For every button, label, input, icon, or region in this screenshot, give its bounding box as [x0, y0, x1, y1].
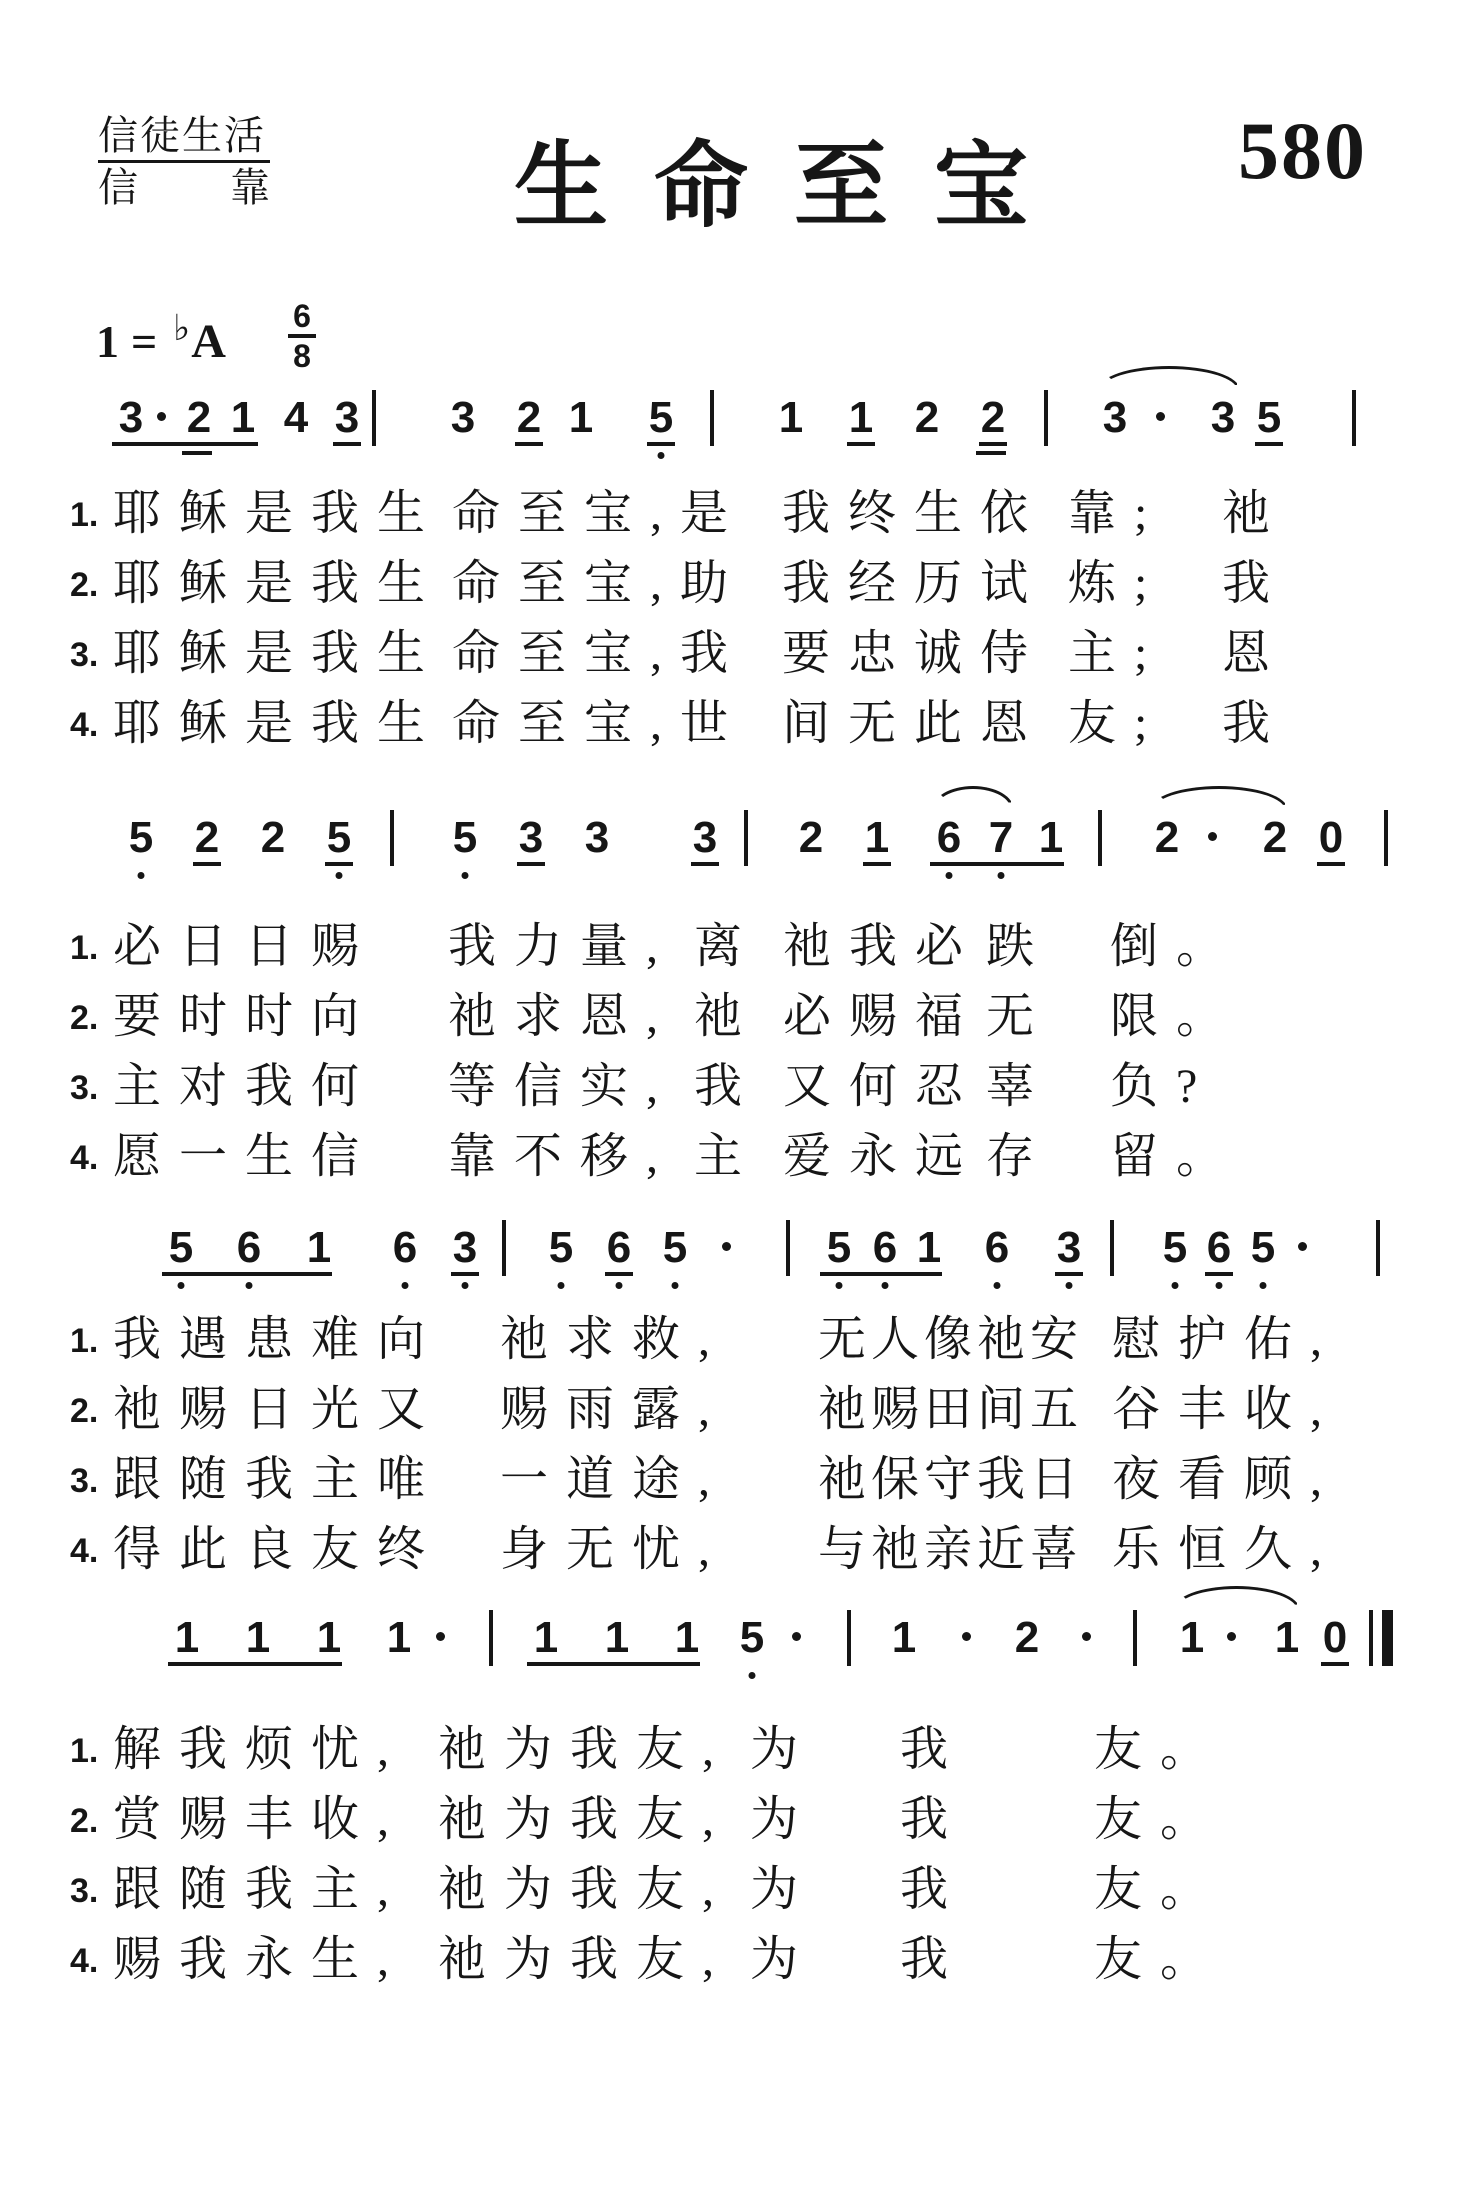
page-title: 生命至宝 — [514, 133, 1075, 238]
verse-number: 2. — [70, 566, 99, 604]
note-underline — [451, 1272, 479, 1276]
note-digit: 2 — [1154, 813, 1180, 862]
note-digit: 6 — [983, 1226, 1011, 1270]
lyric-segment: 无 — [986, 990, 1053, 1043]
lyric-segment: 我 — [694, 1060, 761, 1113]
lyric-segment: 愿一生信 — [113, 1130, 378, 1183]
lyric-segment: 一道途, — [500, 1453, 729, 1506]
lyric-segment: 负? — [1110, 1060, 1216, 1113]
category-label — [98, 114, 270, 209]
lyric-segment: 必赐福 — [783, 990, 982, 1043]
note-beam — [162, 1272, 332, 1276]
note-underline — [193, 862, 221, 866]
verse-number: 3. — [70, 636, 99, 674]
note-underline — [691, 862, 719, 866]
lyric-segment: 要时时向 — [113, 990, 378, 1043]
lyric-segment: 解我烦忧, — [113, 1723, 408, 1776]
final-barline-thick — [1382, 1610, 1393, 1666]
low-octave-dot — [462, 872, 469, 879]
augmentation-dot — [962, 1632, 971, 1641]
lyric-segment: 存 — [986, 1130, 1053, 1183]
lyric-segment: 祂 — [694, 990, 761, 1043]
note-digit: 2 — [260, 813, 286, 862]
low-octave-dot — [1216, 1282, 1223, 1289]
note-digit: 1 — [230, 393, 256, 442]
note-digit: 1 — [316, 1613, 342, 1662]
lyric-segment: 为 — [750, 1863, 817, 1916]
time-signature — [288, 300, 316, 372]
low-octave-dot — [994, 1282, 1001, 1289]
lyric-segment: 夜看顾, — [1112, 1453, 1341, 1506]
lyric-segment: 跟随我主, — [113, 1863, 408, 1916]
note-underline — [1255, 442, 1283, 446]
lyric-segment: 耶稣是我生 — [113, 487, 444, 540]
note-digit: 1 — [1179, 1613, 1205, 1662]
category-top-label: 信徒生活 — [98, 114, 270, 163]
note-digit: 6 — [605, 1226, 633, 1270]
augmentation-dot — [722, 1242, 731, 1251]
note-underline — [517, 862, 545, 866]
verse-number: 2. — [70, 999, 99, 1037]
lyric-segment: 爱永远 — [783, 1130, 982, 1183]
note-digit: 5 — [661, 1226, 689, 1270]
low-octave-dot — [672, 1282, 679, 1289]
lyric-segment: 赐我永生, — [113, 1933, 408, 1986]
verse-number: 3. — [70, 1872, 99, 1910]
lyric-segment: 赐雨露, — [500, 1383, 729, 1436]
note-beam — [976, 451, 1006, 455]
note-beam — [527, 1662, 700, 1666]
key-signature — [96, 308, 226, 369]
note-digit: 5 — [325, 816, 353, 860]
note-digit: 5 — [738, 1616, 766, 1660]
note-digit: 3 — [450, 393, 476, 442]
augmentation-dot — [1227, 1632, 1236, 1641]
lyric-segment: 间无此恩 — [782, 697, 1047, 750]
lyric-segment: 主对我何 — [113, 1060, 378, 1113]
lyric-segment: 祂保守我日 — [818, 1453, 1084, 1506]
low-octave-dot — [998, 872, 1005, 879]
augmentation-dot — [792, 1632, 801, 1641]
verse-number: 4. — [70, 1942, 99, 1980]
low-octave-dot — [749, 1672, 756, 1679]
note-digit: 6 — [871, 1226, 899, 1270]
lyric-segment: 主; — [1068, 627, 1166, 680]
lyric-segment: 得此良友终 — [113, 1523, 444, 1576]
augmentation-dot — [1298, 1242, 1307, 1251]
note-digit: 6 — [235, 1226, 263, 1270]
lyric-segment: 我 — [900, 1863, 967, 1916]
lyric-segment: 命至宝,我 — [452, 627, 747, 680]
barline — [502, 1220, 506, 1276]
note-digit: 7 — [987, 816, 1015, 860]
note-digit: 1 — [245, 1613, 271, 1662]
augmentation-dot — [1208, 832, 1217, 841]
lyric-segment: 赏赐丰收, — [113, 1793, 408, 1846]
note-underline — [325, 862, 353, 866]
note-underline — [605, 1272, 633, 1276]
note-digit: 3 — [691, 816, 719, 860]
note-digit: 5 — [167, 1226, 195, 1270]
note-digit: 1 — [568, 393, 594, 442]
lyric-segment: 我 — [900, 1793, 967, 1846]
lyric-segment: 靠不移, — [448, 1130, 677, 1183]
slur-arc — [1150, 786, 1288, 810]
lyric-segment: 命至宝,助 — [452, 557, 747, 610]
lyric-segment: 身无忧, — [500, 1523, 729, 1576]
note-digit: 3 — [1102, 393, 1128, 442]
lyric-segment: 祂为我友, — [438, 1863, 733, 1916]
note-digit: 6 — [1205, 1226, 1233, 1270]
note-digit: 2 — [979, 396, 1007, 440]
lyric-segment: 炼; — [1068, 557, 1166, 610]
note-underline — [515, 442, 543, 446]
barline — [1133, 1610, 1137, 1666]
lyric-segment: 为 — [750, 1793, 817, 1846]
lyric-segment: 离 — [694, 920, 761, 973]
note-digit: 4 — [283, 393, 309, 442]
lyric-segment: 留。 — [1110, 1130, 1243, 1183]
low-octave-dot — [1260, 1282, 1267, 1289]
lyric-segment: 为 — [750, 1723, 817, 1776]
key-equals: = — [131, 316, 158, 367]
note-digit: 1 — [916, 1223, 942, 1272]
lyric-segment: 祂求救, — [500, 1313, 729, 1366]
lyric-segment: 耶稣是我生 — [113, 627, 444, 680]
lyric-segment: 为 — [750, 1933, 817, 1986]
lyric-segment: 友。 — [1094, 1793, 1227, 1846]
time-numerator: 6 — [293, 298, 311, 334]
lyric-segment: 靠; — [1068, 487, 1166, 540]
barline — [710, 390, 714, 446]
lyric-segment: 我 — [900, 1933, 967, 1986]
key-letter: A — [191, 315, 226, 368]
note-digit: 1 — [604, 1613, 630, 1662]
note-digit: 5 — [1249, 1226, 1277, 1270]
note-underline — [979, 442, 1007, 446]
note-digit: 3 — [584, 813, 610, 862]
barline — [744, 810, 748, 866]
note-digit: 2 — [1262, 813, 1288, 862]
category-bottom-right: 靠 — [230, 165, 270, 211]
note-digit: 5 — [127, 816, 155, 860]
note-beam — [182, 451, 212, 455]
slur-arc — [1173, 1586, 1300, 1610]
lyric-segment: 我 — [900, 1723, 967, 1776]
lyric-segment: 祂赐日光又 — [113, 1383, 444, 1436]
hymn-number: 580 — [1238, 105, 1367, 196]
note-digit: 5 — [451, 816, 479, 860]
lyric-segment: 友; — [1068, 697, 1166, 750]
category-bottom-label — [98, 166, 270, 209]
note-digit: 3 — [118, 393, 144, 442]
note-digit: 2 — [914, 393, 940, 442]
lyric-segment: 必日日赐 — [113, 920, 378, 973]
note-digit: 3 — [1055, 1226, 1083, 1270]
barline — [489, 1610, 493, 1666]
note-underline — [847, 442, 875, 446]
note-digit: 3 — [333, 396, 361, 440]
augmentation-dot — [157, 412, 166, 421]
low-octave-dot — [558, 1282, 565, 1289]
lyric-segment: 乐恒久, — [1112, 1523, 1341, 1576]
lyric-segment: 命至宝,世 — [452, 697, 747, 750]
lyric-segment: 耶稣是我生 — [113, 557, 444, 610]
lyric-segment: 跟随我主唯 — [113, 1453, 444, 1506]
lyric-segment: 跌 — [986, 920, 1053, 973]
lyric-segment: 命至宝,是 — [452, 487, 747, 540]
note-digit: 5 — [1161, 1226, 1189, 1270]
note-digit: 3 — [517, 816, 545, 860]
note-digit: 5 — [825, 1226, 853, 1270]
lyric-segment: 祂赐田间五 — [818, 1383, 1084, 1436]
barline — [1110, 1220, 1114, 1276]
lyric-segment: 我力量, — [448, 920, 677, 973]
augmentation-dot — [436, 1632, 445, 1641]
barline — [786, 1220, 790, 1276]
low-octave-dot — [1066, 1282, 1073, 1289]
low-octave-dot — [882, 1282, 889, 1289]
barline — [390, 810, 394, 866]
verse-number: 4. — [70, 1532, 99, 1570]
note-digit: 1 — [674, 1613, 700, 1662]
note-digit: 1 — [174, 1613, 200, 1662]
low-octave-dot — [1172, 1282, 1179, 1289]
verse-number: 1. — [70, 496, 99, 534]
lyric-segment: 要忠诚侍 — [782, 627, 1047, 680]
note-digit: 2 — [515, 396, 543, 440]
lyric-segment: 主 — [694, 1130, 761, 1183]
note-underline — [1317, 862, 1345, 866]
lyric-segment: 限。 — [1110, 990, 1243, 1043]
note-digit: 0 — [1317, 816, 1345, 860]
lyric-segment: 又何忍 — [783, 1060, 982, 1113]
lyric-segment: 我终生依 — [782, 487, 1047, 540]
augmentation-dot — [1082, 1632, 1091, 1641]
lyric-segment: 耶稣是我生 — [113, 697, 444, 750]
note-digit: 6 — [391, 1226, 419, 1270]
key-prefix: 1 — [96, 316, 119, 367]
lyric-segment: 与祂亲近喜 — [818, 1523, 1084, 1576]
verse-number: 1. — [70, 1732, 99, 1770]
lyric-segment: 友。 — [1094, 1723, 1227, 1776]
verse-number: 2. — [70, 1802, 99, 1840]
lyric-segment: 祂为我友, — [438, 1723, 733, 1776]
low-octave-dot — [462, 1282, 469, 1289]
note-digit: 1 — [386, 1613, 412, 1662]
note-digit: 1 — [1274, 1613, 1300, 1662]
low-octave-dot — [658, 452, 665, 459]
lyric-segment: 我 — [1222, 697, 1289, 750]
note-beam — [820, 1272, 942, 1276]
note-underline — [1205, 1272, 1233, 1276]
time-denominator: 8 — [293, 338, 311, 374]
category-bottom-left: 信 — [98, 165, 138, 211]
lyric-segment: 祂 — [1222, 487, 1289, 540]
barline — [847, 1610, 851, 1666]
lyric-segment: 我 — [1222, 557, 1289, 610]
slur-arc — [1098, 366, 1240, 390]
low-octave-dot — [178, 1282, 185, 1289]
low-octave-dot — [836, 1282, 843, 1289]
verse-number: 1. — [70, 1322, 99, 1360]
final-barline-thin — [1369, 1610, 1373, 1666]
barline — [372, 390, 376, 446]
verse-number: 4. — [70, 706, 99, 744]
barline — [1098, 810, 1102, 866]
verse-number: 3. — [70, 1462, 99, 1500]
lyric-segment: 无人像祂安 — [818, 1313, 1084, 1366]
note-digit: 2 — [193, 816, 221, 860]
note-digit: 3 — [1210, 393, 1236, 442]
note-beam — [112, 442, 258, 446]
note-digit: 5 — [547, 1226, 575, 1270]
note-digit: 1 — [306, 1223, 332, 1272]
note-digit: 1 — [533, 1613, 559, 1662]
lyric-segment: 友。 — [1094, 1933, 1227, 1986]
note-digit: 6 — [935, 816, 963, 860]
note-digit: 2 — [798, 813, 824, 862]
low-octave-dot — [336, 872, 343, 879]
barline — [1376, 1220, 1380, 1276]
note-underline — [863, 862, 891, 866]
note-digit: 2 — [1014, 1613, 1040, 1662]
note-digit: 1 — [778, 393, 804, 442]
lyric-segment: 倒。 — [1110, 920, 1243, 973]
low-octave-dot — [246, 1282, 253, 1289]
verse-number: 2. — [70, 1392, 99, 1430]
low-octave-dot — [616, 1282, 623, 1289]
note-underline — [1055, 1272, 1083, 1276]
note-digit: 0 — [1321, 1616, 1349, 1660]
verse-number: 4. — [70, 1139, 99, 1177]
slur-arc — [932, 786, 1014, 810]
barline — [1352, 390, 1356, 446]
verse-number: 3. — [70, 1069, 99, 1107]
lyric-segment: 友。 — [1094, 1863, 1227, 1916]
low-octave-dot — [946, 872, 953, 879]
augmentation-dot — [1156, 412, 1165, 421]
lyric-segment: 我经历试 — [782, 557, 1047, 610]
note-digit: 1 — [863, 816, 891, 860]
lyric-segment: 祂我必 — [783, 920, 982, 973]
lyric-segment: 我遇患难向 — [113, 1313, 444, 1366]
lyric-segment: 辜 — [986, 1060, 1053, 1113]
note-digit: 2 — [186, 393, 212, 442]
barline — [1044, 390, 1048, 446]
note-underline — [333, 442, 361, 446]
lyric-segment: 慰护佑, — [1112, 1313, 1341, 1366]
flat-icon: ♭ — [173, 308, 191, 349]
verse-number: 1. — [70, 929, 99, 967]
lyric-segment: 恩 — [1222, 627, 1289, 680]
note-underline — [1321, 1662, 1349, 1666]
note-beam — [930, 862, 1064, 866]
lyric-segment: 祂求恩, — [448, 990, 677, 1043]
lyric-segment: 谷丰收, — [1112, 1383, 1341, 1436]
note-beam — [168, 1662, 342, 1666]
low-octave-dot — [402, 1282, 409, 1289]
note-digit: 1 — [1038, 813, 1064, 862]
note-digit: 5 — [647, 396, 675, 440]
lyric-segment: 祂为我友, — [438, 1933, 733, 1986]
note-digit: 5 — [1255, 396, 1283, 440]
note-digit: 1 — [891, 1613, 917, 1662]
lyric-segment: 祂为我友, — [438, 1793, 733, 1846]
barline — [1384, 810, 1388, 866]
lyric-segment: 等信实, — [448, 1060, 677, 1113]
low-octave-dot — [138, 872, 145, 879]
note-underline — [647, 442, 675, 446]
note-digit: 1 — [847, 396, 875, 440]
note-digit: 3 — [451, 1226, 479, 1270]
